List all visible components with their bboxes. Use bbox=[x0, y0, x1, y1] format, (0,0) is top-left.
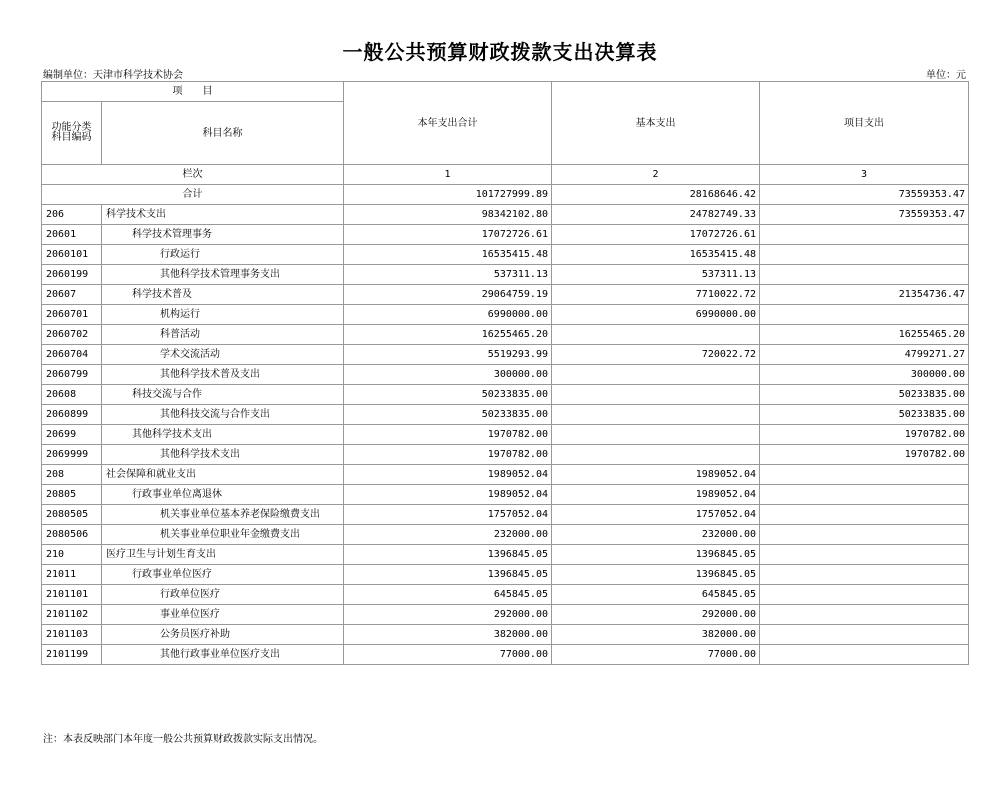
row-code: 2060101 bbox=[42, 245, 102, 265]
row-total: 292000.00 bbox=[344, 605, 552, 625]
row-code: 210 bbox=[42, 545, 102, 565]
row-name: 其他科学技术支出 bbox=[102, 425, 344, 445]
row-total: 1396845.05 bbox=[344, 565, 552, 585]
row-project bbox=[760, 465, 969, 485]
row-name: 社会保障和就业支出 bbox=[102, 465, 344, 485]
summary-label: 合计 bbox=[42, 185, 344, 205]
row-total: 16255465.20 bbox=[344, 325, 552, 345]
row-basic bbox=[552, 445, 760, 465]
table-row bbox=[42, 625, 969, 645]
row-basic: 1396845.05 bbox=[552, 565, 760, 585]
summary-total: 101727999.89 bbox=[344, 185, 552, 205]
row-project bbox=[760, 565, 969, 585]
header-col2: 2 bbox=[552, 165, 760, 185]
row-project: 21354736.47 bbox=[760, 285, 969, 305]
table-row bbox=[42, 365, 969, 385]
row-basic: 292000.00 bbox=[552, 605, 760, 625]
row-total: 300000.00 bbox=[344, 365, 552, 385]
org-label: 编制单位：天津市科学技术协会 bbox=[43, 70, 183, 81]
row-name: 行政单位医疗 bbox=[102, 585, 344, 605]
header-code: 功能分类科目编码 bbox=[42, 102, 102, 165]
row-code: 2060199 bbox=[42, 265, 102, 285]
row-project bbox=[760, 645, 969, 665]
header-basic: 基本支出 bbox=[552, 82, 760, 165]
row-code: 2060701 bbox=[42, 305, 102, 325]
row-name: 其他科学技术支出 bbox=[102, 445, 344, 465]
table-header bbox=[42, 82, 969, 205]
row-basic: 1989052.04 bbox=[552, 465, 760, 485]
row-basic: 77000.00 bbox=[552, 645, 760, 665]
row-project: 300000.00 bbox=[760, 365, 969, 385]
table-row bbox=[42, 405, 969, 425]
row-total: 16535415.48 bbox=[344, 245, 552, 265]
page-title: 一般公共预算财政拨款支出决算表 bbox=[342, 40, 658, 64]
row-name: 医疗卫生与计划生育支出 bbox=[102, 545, 344, 565]
table-body bbox=[42, 205, 969, 665]
row-project: 73559353.47 bbox=[760, 205, 969, 225]
row-total: 1989052.04 bbox=[344, 485, 552, 505]
row-project bbox=[760, 245, 969, 265]
row-code: 2101101 bbox=[42, 585, 102, 605]
table-row bbox=[42, 265, 969, 285]
row-code: 2101199 bbox=[42, 645, 102, 665]
row-basic: 1989052.04 bbox=[552, 485, 760, 505]
row-total: 232000.00 bbox=[344, 525, 552, 545]
row-total: 5519293.99 bbox=[344, 345, 552, 365]
row-total: 77000.00 bbox=[344, 645, 552, 665]
row-project: 50233835.00 bbox=[760, 405, 969, 425]
row-project bbox=[760, 545, 969, 565]
row-project bbox=[760, 505, 969, 525]
row-project: 4799271.27 bbox=[760, 345, 969, 365]
row-name: 学术交流活动 bbox=[102, 345, 344, 365]
table-row bbox=[42, 425, 969, 445]
row-name: 行政事业单位离退休 bbox=[102, 485, 344, 505]
row-project bbox=[760, 225, 969, 245]
row-basic bbox=[552, 405, 760, 425]
row-name: 科学技术支出 bbox=[102, 205, 344, 225]
table-row bbox=[42, 445, 969, 465]
row-name: 科技交流与合作 bbox=[102, 385, 344, 405]
row-name: 其他科学技术普及支出 bbox=[102, 365, 344, 385]
table-row bbox=[42, 585, 969, 605]
row-total: 6990000.00 bbox=[344, 305, 552, 325]
row-total: 50233835.00 bbox=[344, 405, 552, 425]
summary-project: 73559353.47 bbox=[760, 185, 969, 205]
row-code: 2060704 bbox=[42, 345, 102, 365]
row-basic: 7710022.72 bbox=[552, 285, 760, 305]
row-total: 17072726.61 bbox=[344, 225, 552, 245]
table-row bbox=[42, 345, 969, 365]
row-basic: 17072726.61 bbox=[552, 225, 760, 245]
table-row bbox=[42, 285, 969, 305]
row-name: 行政事业单位医疗 bbox=[102, 565, 344, 585]
row-basic: 1396845.05 bbox=[552, 545, 760, 565]
row-project: 16255465.20 bbox=[760, 325, 969, 345]
row-project bbox=[760, 625, 969, 645]
row-code: 2060702 bbox=[42, 325, 102, 345]
table-row bbox=[42, 605, 969, 625]
row-total: 645845.05 bbox=[344, 585, 552, 605]
row-basic: 537311.13 bbox=[552, 265, 760, 285]
row-total: 1970782.00 bbox=[344, 425, 552, 445]
unit-label: 单位：元 bbox=[926, 70, 966, 81]
row-code: 206 bbox=[42, 205, 102, 225]
row-project bbox=[760, 525, 969, 545]
row-project bbox=[760, 265, 969, 285]
row-basic bbox=[552, 385, 760, 405]
row-code: 21011 bbox=[42, 565, 102, 585]
header-item: 项 目 bbox=[42, 82, 344, 102]
row-basic: 382000.00 bbox=[552, 625, 760, 645]
row-basic: 6990000.00 bbox=[552, 305, 760, 325]
row-project bbox=[760, 485, 969, 505]
header-col-row-label: 栏次 bbox=[42, 165, 344, 185]
row-name: 机关事业单位职业年金缴费支出 bbox=[102, 525, 344, 545]
row-basic bbox=[552, 325, 760, 345]
row-total: 537311.13 bbox=[344, 265, 552, 285]
row-code: 20607 bbox=[42, 285, 102, 305]
row-project bbox=[760, 585, 969, 605]
header-col1: 1 bbox=[344, 165, 552, 185]
row-code: 2080506 bbox=[42, 525, 102, 545]
row-project: 1970782.00 bbox=[760, 445, 969, 465]
table-row bbox=[42, 565, 969, 585]
row-name: 科学技术管理事务 bbox=[102, 225, 344, 245]
header-col3: 3 bbox=[760, 165, 969, 185]
row-code: 20805 bbox=[42, 485, 102, 505]
table-row bbox=[42, 385, 969, 405]
row-basic: 1757052.04 bbox=[552, 505, 760, 525]
row-project: 50233835.00 bbox=[760, 385, 969, 405]
table-row bbox=[42, 305, 969, 325]
table-row bbox=[42, 245, 969, 265]
table-row bbox=[42, 505, 969, 525]
row-code: 20608 bbox=[42, 385, 102, 405]
row-basic bbox=[552, 365, 760, 385]
table-row bbox=[42, 225, 969, 245]
table-row bbox=[42, 205, 969, 225]
footnote: 注：本表反映部门本年度一般公共预算财政拨款实际支出情况。 bbox=[43, 734, 323, 745]
row-total: 50233835.00 bbox=[344, 385, 552, 405]
row-project bbox=[760, 605, 969, 625]
row-basic: 645845.05 bbox=[552, 585, 760, 605]
row-code: 20699 bbox=[42, 425, 102, 445]
row-code: 20601 bbox=[42, 225, 102, 245]
row-basic bbox=[552, 425, 760, 445]
table-row bbox=[42, 465, 969, 485]
summary-basic: 28168646.42 bbox=[552, 185, 760, 205]
row-basic: 720022.72 bbox=[552, 345, 760, 365]
row-name: 机构运行 bbox=[102, 305, 344, 325]
row-code: 2060799 bbox=[42, 365, 102, 385]
row-basic: 16535415.48 bbox=[552, 245, 760, 265]
row-name: 科普活动 bbox=[102, 325, 344, 345]
budget-table bbox=[41, 81, 969, 665]
table-row bbox=[42, 485, 969, 505]
row-code: 2069999 bbox=[42, 445, 102, 465]
header-project: 项目支出 bbox=[760, 82, 969, 165]
row-project bbox=[760, 305, 969, 325]
row-total: 98342102.80 bbox=[344, 205, 552, 225]
row-name: 行政运行 bbox=[102, 245, 344, 265]
row-code: 2101102 bbox=[42, 605, 102, 625]
row-total: 1989052.04 bbox=[344, 465, 552, 485]
row-name: 其他科学技术管理事务支出 bbox=[102, 265, 344, 285]
row-basic: 24782749.33 bbox=[552, 205, 760, 225]
row-code: 2080505 bbox=[42, 505, 102, 525]
row-total: 1757052.04 bbox=[344, 505, 552, 525]
row-name: 科学技术普及 bbox=[102, 285, 344, 305]
table-row bbox=[42, 525, 969, 545]
row-name: 其他行政事业单位医疗支出 bbox=[102, 645, 344, 665]
row-basic: 232000.00 bbox=[552, 525, 760, 545]
header-total: 本年支出合计 bbox=[344, 82, 552, 165]
table-row bbox=[42, 645, 969, 665]
header-name: 科目名称 bbox=[102, 102, 344, 165]
row-total: 1970782.00 bbox=[344, 445, 552, 465]
table-row bbox=[42, 545, 969, 565]
row-code: 208 bbox=[42, 465, 102, 485]
row-total: 382000.00 bbox=[344, 625, 552, 645]
row-code: 2101103 bbox=[42, 625, 102, 645]
row-name: 事业单位医疗 bbox=[102, 605, 344, 625]
row-project: 1970782.00 bbox=[760, 425, 969, 445]
row-name: 公务员医疗补助 bbox=[102, 625, 344, 645]
row-total: 29064759.19 bbox=[344, 285, 552, 305]
row-total: 1396845.05 bbox=[344, 545, 552, 565]
row-name: 其他科技交流与合作支出 bbox=[102, 405, 344, 425]
row-name: 机关事业单位基本养老保险缴费支出 bbox=[102, 505, 344, 525]
row-code: 2060899 bbox=[42, 405, 102, 425]
table-row bbox=[42, 325, 969, 345]
